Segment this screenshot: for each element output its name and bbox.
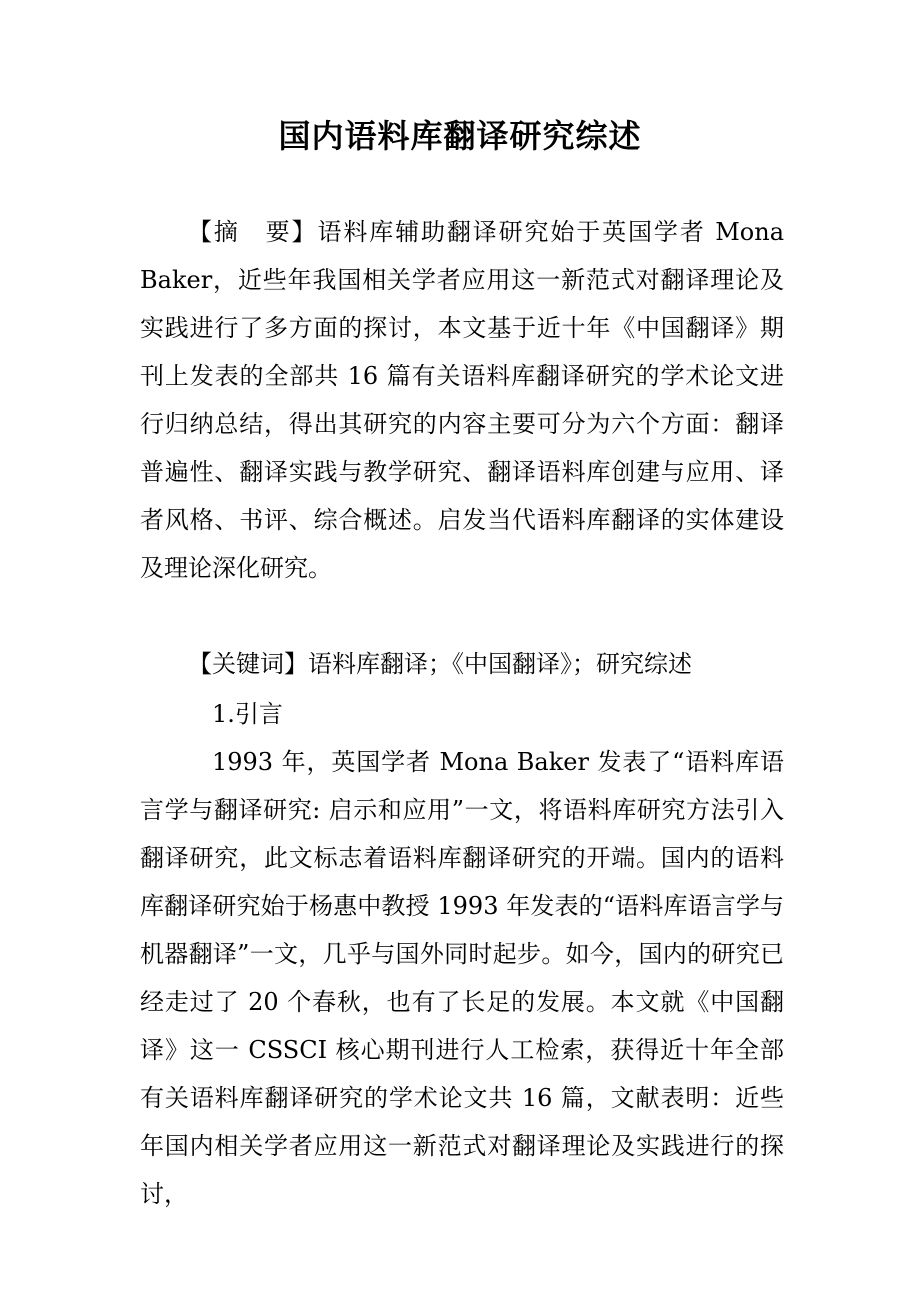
abstract-text: 语料库辅助翻译研究始于英国学者 Mona Baker，近些年我国相关学者应用这一新范式对翻译理论及实践进行了多方面的探讨，本文基于近十年《中国翻译》期刊上发表的全部共 16 篇有关语料库翻译研究的学术论文进行归纳总结，得出其研究的内容主要可分为六个方面：翻译普遍性、翻译实践与教学研究、翻译语料库创建与应用、译者风格、书评、综合概述。启发当代语料库翻译的实体建设及理论深化研究。 [140,218,785,582]
abstract-paragraph [140,208,784,592]
keywords-text: 语料库翻译；《中国翻译》；研究综述 [308,650,692,678]
document-title: 国内语料库翻译研究综述 [278,117,642,155]
keywords-label: 【关键词】 [188,650,308,678]
intro-paragraph: 1993 年，英国学者 Mona Baker 发表了“语料库语言学与翻译研究: 启示和应用”一文，将语料库研究方法引入翻译研究，此文标志着语料库翻译研究的开端。国内的语料库翻译研究始于杨惠中教授 1993 年发表的“语料库语言学与机器翻译”一文，几乎与国外同时起步。如今，国内的研究已经走过了 20 个春秋，也有了长足的发展。本文就《中国翻译》这一 CSSCI 核心期刊进行人工检索，获得近十年全部有关语料库翻译研究的学术论文共 16 篇，文献表明：近些年国内相关学者应用这一新范式对翻译理论及实践进行的探讨， [140,748,784,1208]
section-heading: 1.引言 [212,700,283,728]
keywords-paragraph [140,640,784,688]
abstract-label: 【摘 要】 [188,218,318,246]
